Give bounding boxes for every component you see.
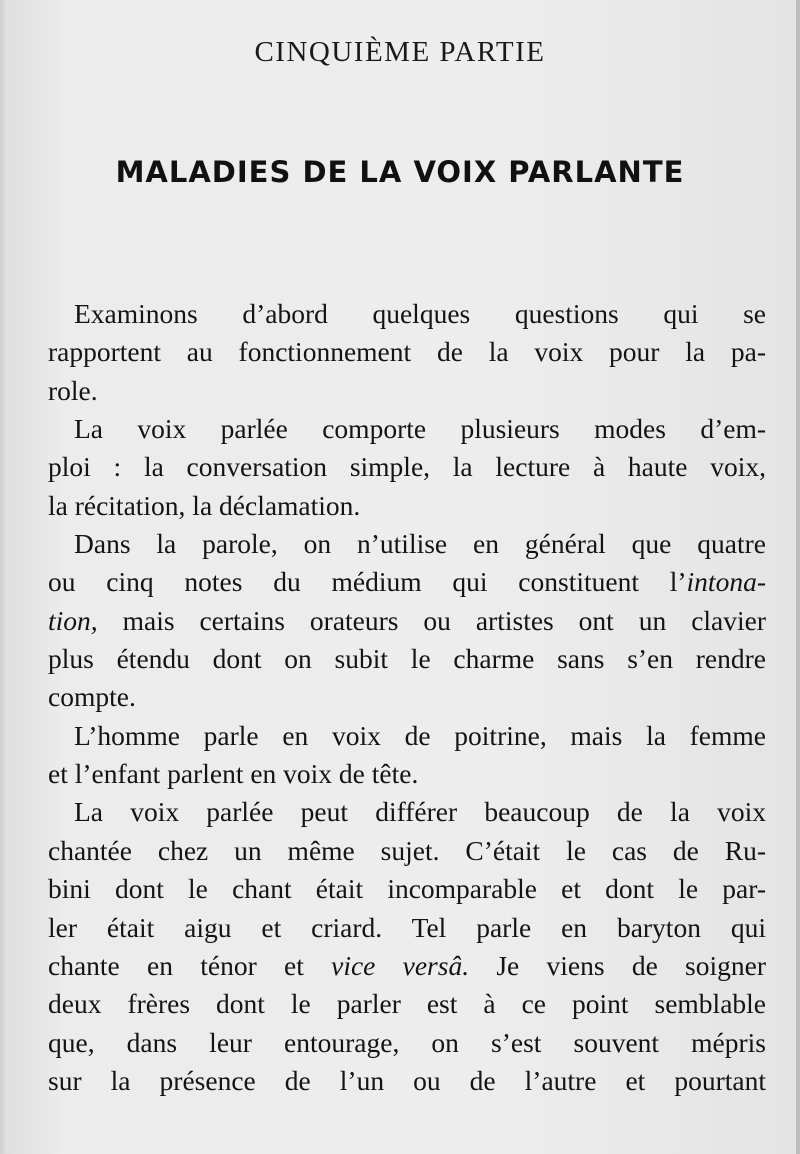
part-title: CINQUIÈME PARTIE xyxy=(254,36,546,68)
body-text xyxy=(48,295,766,1100)
italic-word: intona- xyxy=(686,566,766,598)
text-run: chante en ténor et xyxy=(48,949,332,981)
text-line: plus étendu dont on subit le charme sans s’en rendre xyxy=(48,643,766,675)
text-line: chantée chez un même sujet. C’était le cas de Ru- xyxy=(48,834,766,866)
chapter-title: MALADIES DE LA VOIX PARLANTE xyxy=(115,155,685,189)
text-line: deux frères dont le parler est à ce point semblable xyxy=(48,988,766,1020)
text-line: ploi : la conversation simple, la lecture à haute voix, xyxy=(48,451,766,483)
text-run: mais certains orateurs ou artistes ont un clavier xyxy=(97,604,766,636)
text-line: La voix parlée comporte plusieurs modes d’em- xyxy=(74,413,766,445)
text-line: que, dans leur entourage, on s’est souvent mépris xyxy=(48,1026,766,1058)
text-line: compte. xyxy=(48,681,136,713)
text-line: la récitation, la déclamation. xyxy=(48,489,361,521)
italic-word: tion, xyxy=(48,604,98,636)
text-line: Dans la parole, on n’utilise en général que quatre xyxy=(74,528,766,560)
text-line: ler était aigu et criard. Tel parle en baryton qui xyxy=(48,911,766,943)
text-line: bini dont le chant était incomparable et dont le par- xyxy=(48,873,766,905)
text-line: Examinons d’abord quelques questions qui se xyxy=(74,298,766,329)
text-run: ou cinq notes du médium qui constituent l’ xyxy=(48,566,687,598)
text-line xyxy=(48,563,766,601)
text-run: Je viens de soigner xyxy=(469,949,766,981)
text-line xyxy=(48,602,766,640)
text-line xyxy=(48,947,766,985)
text-line: sur la présence de l’un ou de l’autre et pourtant xyxy=(48,1064,766,1096)
text-line: L’homme parle en voix de poitrine, mais la femme xyxy=(74,719,766,751)
text-line: role. xyxy=(48,374,98,406)
text-line: La voix parlée peut différer beaucoup de la voix xyxy=(74,796,766,828)
italic-word: vice versâ. xyxy=(331,949,470,981)
text-line: rapportent au fonctionnement de la voix pour la pa- xyxy=(48,336,766,368)
text-line: et l’enfant parlent en voix de tête. xyxy=(48,758,419,790)
